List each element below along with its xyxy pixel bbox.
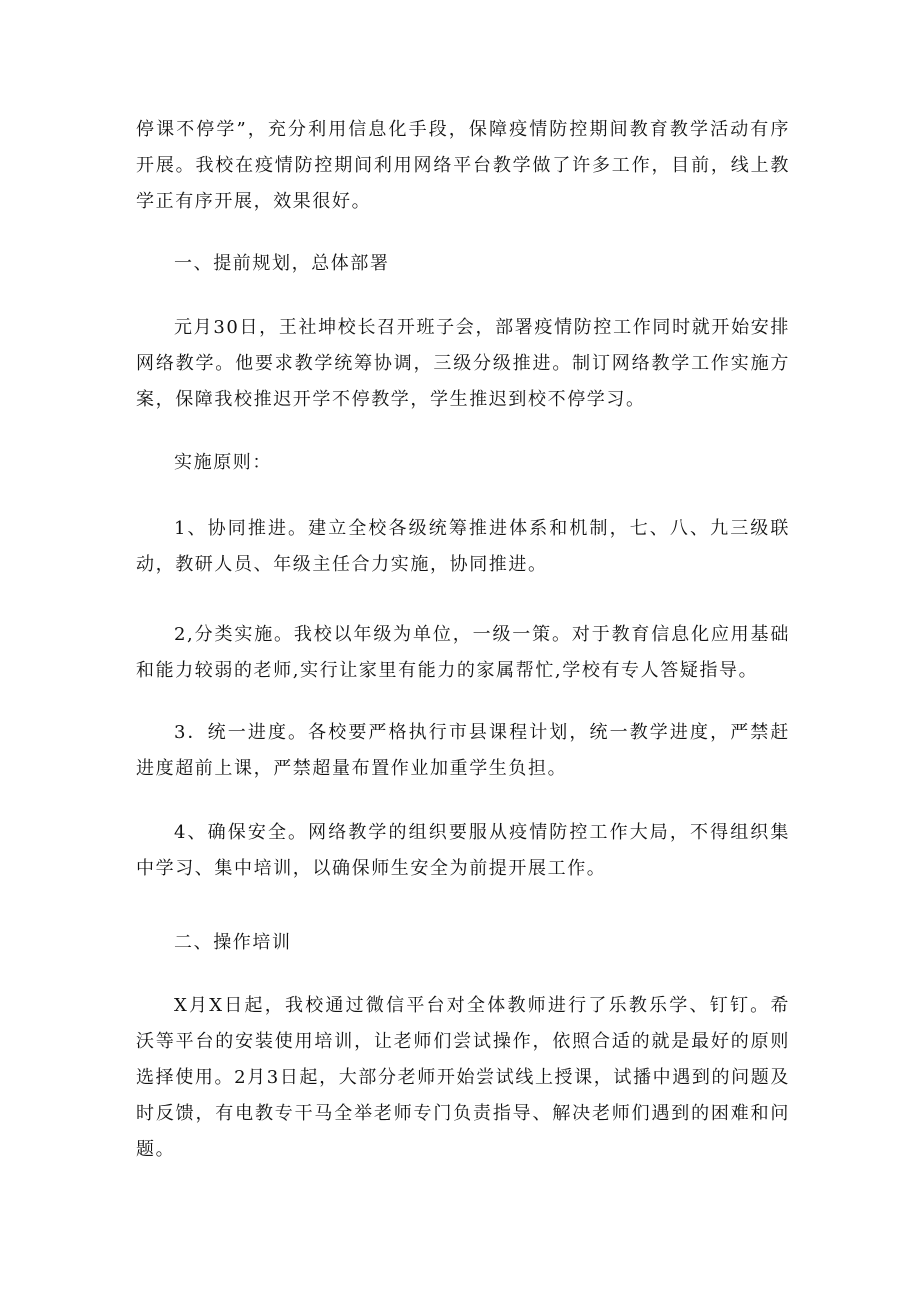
principle-2-paragraph: 2,分类实施。我校以年级为单位，一级一策。对于教育信息化应用基础和能力较弱的老师,实行让家里有能力的家属帮忙,学校有专人答疑指导。	[136, 624, 790, 681]
section-1-heading: 一、提前规划，总体部署	[174, 253, 390, 274]
principle-4-paragraph: 4、确保安全。网络教学的组织要服从疫情防控工作大局，不得组织集中学习、集中培训，以确保师生安全为前提开展工作。	[136, 822, 790, 879]
principles-heading: 实施原则：	[174, 452, 272, 473]
principle-1-paragraph: 1、协同推进。建立全校各级统筹推进体系和机制，七、八、九三级联动，教研人员、年级主任合力实施，协同推进。	[136, 518, 790, 575]
intro-paragraph: 停课不停学”，充分利用信息化手段，保障疫情防控期间教育教学活动有序开展。我校在疫情防控期间利用网络平台教学做了许多工作，目前，线上教学正有序开展，效果很好。	[136, 119, 790, 212]
section-1-paragraph: 元月30日，王社坤校长召开班子会，部署疫情防控工作同时就开始安排网络教学。他要求教学统筹协调，三级分级推进。制订网络教学工作实施方案，保障我校推迟开学不停教学，学生推迟到校不停学习。	[136, 317, 790, 410]
principle-3-paragraph: 3．统一进度。各校要严格执行市县课程计划，统一教学进度，严禁赶进度超前上课，严禁超量布置作业加重学生负担。	[136, 722, 790, 779]
section-2-paragraph: X月X日起，我校通过微信平台对全体教师进行了乐教乐学、钉钉。希沃等平台的安装使用培训，让老师们尝试操作，依照合适的就是最好的原则选择使用。2月3日起，大部分老师开始尝试线上授课，试播中遇到的问题及时反馈，有电教专干马全举老师专门负责指导、解决老师们遇到的困难和问题。	[136, 995, 790, 1160]
section-2-heading: 二、操作培训	[174, 932, 292, 953]
